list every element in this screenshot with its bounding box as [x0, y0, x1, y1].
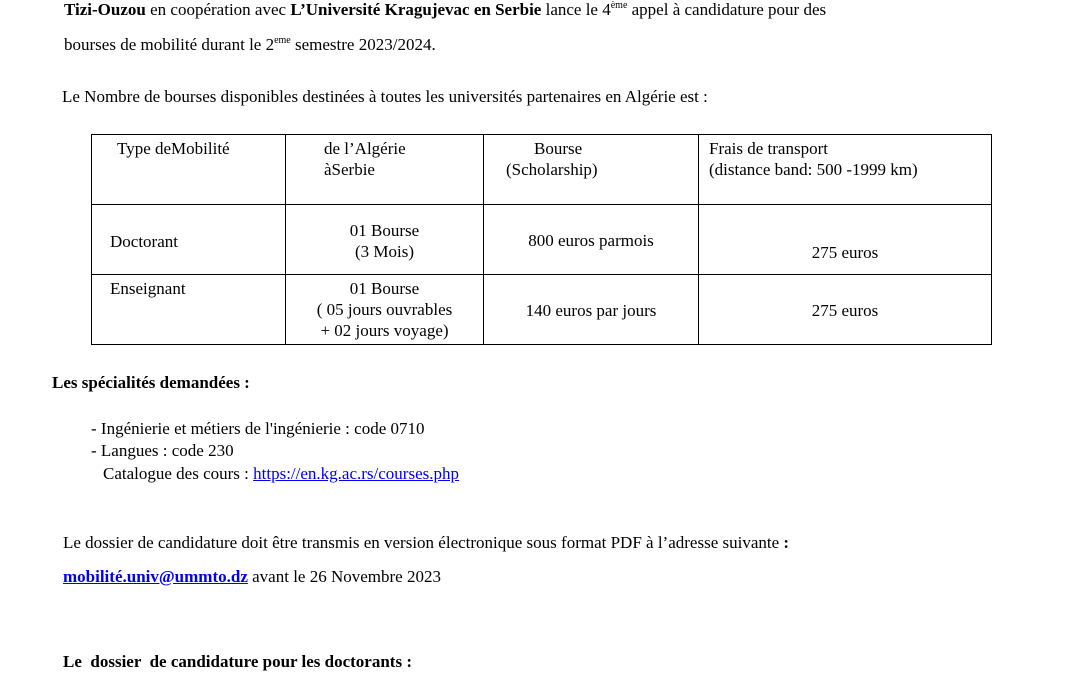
intro-university: L’Université Kragujevac en Serbie [290, 0, 542, 19]
intro-segment [64, 0, 826, 20]
row-doctorant-route-line1: 01 Bourse [349, 221, 420, 240]
intro-line-1 [64, 0, 991, 20]
header-bourse-line2: (Scholarship) [506, 160, 598, 179]
intro-line-2 [64, 35, 436, 55]
doctorants-title-text: Le dossier de candidature pour les doctorants : [63, 652, 412, 671]
intro-superscript: ème [610, 0, 628, 11]
row-enseignant-route-line2: ( 05 jours ouvrables [316, 300, 453, 319]
row-doctorant-bourse: 800 euros parmois [528, 231, 654, 250]
header-route-line2: àSerbie [324, 160, 375, 179]
doctorants-title [63, 652, 412, 672]
nombre-bourses-text: Le Nombre de bourses disponibles destinées à toutes les universités partenaires en Algérie est : [62, 87, 708, 106]
catalogue-line [103, 464, 459, 484]
catalogue-link[interactable]: https://en.kg.ac.rs/courses.php [253, 464, 459, 483]
header-route [324, 138, 406, 180]
intro-text: semestre 2023/2024. [290, 35, 436, 54]
intro-superscript: eme [274, 35, 291, 46]
intro-text: en coopération avec [145, 0, 291, 19]
header-frais-line1: Frais de transport [709, 139, 828, 158]
dossier-text-body: Le dossier de candidature doit être transmis en version électronique sous format PDF à l’adresse suivante [63, 533, 784, 552]
dossier-deadline: avant le 26 Novembre 2023 [247, 567, 441, 586]
header-type-mobilite: Type deMobilité [117, 139, 230, 158]
row-enseignant-frais: 275 euros [811, 301, 879, 320]
header-bourse [506, 138, 598, 180]
bourses-table [91, 134, 992, 345]
email-link[interactable]: mobilité.univ@ummto.dz [63, 567, 248, 586]
dossier-text [63, 533, 789, 553]
specialite-item: - Langues : code 230 [91, 441, 234, 460]
header-frais [709, 138, 918, 180]
row-enseignant-route [286, 278, 483, 341]
row-enseignant-type: Enseignant [110, 279, 186, 298]
specialite-item: - Ingénierie et métiers de l'ingénierie : code 0710 [91, 419, 425, 438]
dossier-colon: : [783, 533, 790, 552]
row-enseignant-route-line3: + 02 jours voyage) [320, 321, 449, 340]
intro-text: lance le 4 [541, 0, 611, 19]
dossier-email-line [63, 567, 441, 587]
row-enseignant-bourse: 140 euros par jours [525, 301, 657, 320]
catalogue-label: Catalogue des cours : [103, 464, 254, 483]
row-doctorant-frais: 275 euros [811, 243, 879, 262]
row-doctorant-type: Doctorant [110, 232, 178, 251]
header-route-line1: de l’Algérie [324, 139, 406, 158]
specialites-title [52, 373, 250, 393]
specialites-title-text: Les spécialités demandées : [52, 373, 250, 392]
intro-city: Tizi-Ouzou [64, 0, 146, 19]
intro-text: bourses de mobilité durant le 2 [64, 35, 275, 54]
intro-text: appel à candidature pour des [627, 0, 827, 19]
row-enseignant-route-line1: 01 Bourse [349, 279, 420, 298]
header-bourse-line1: Bourse [534, 139, 583, 158]
row-doctorant-route [286, 220, 483, 262]
row-doctorant-route-line2: (3 Mois) [354, 242, 415, 261]
header-frais-line2: (distance band: 500 -1999 km) [709, 160, 918, 179]
